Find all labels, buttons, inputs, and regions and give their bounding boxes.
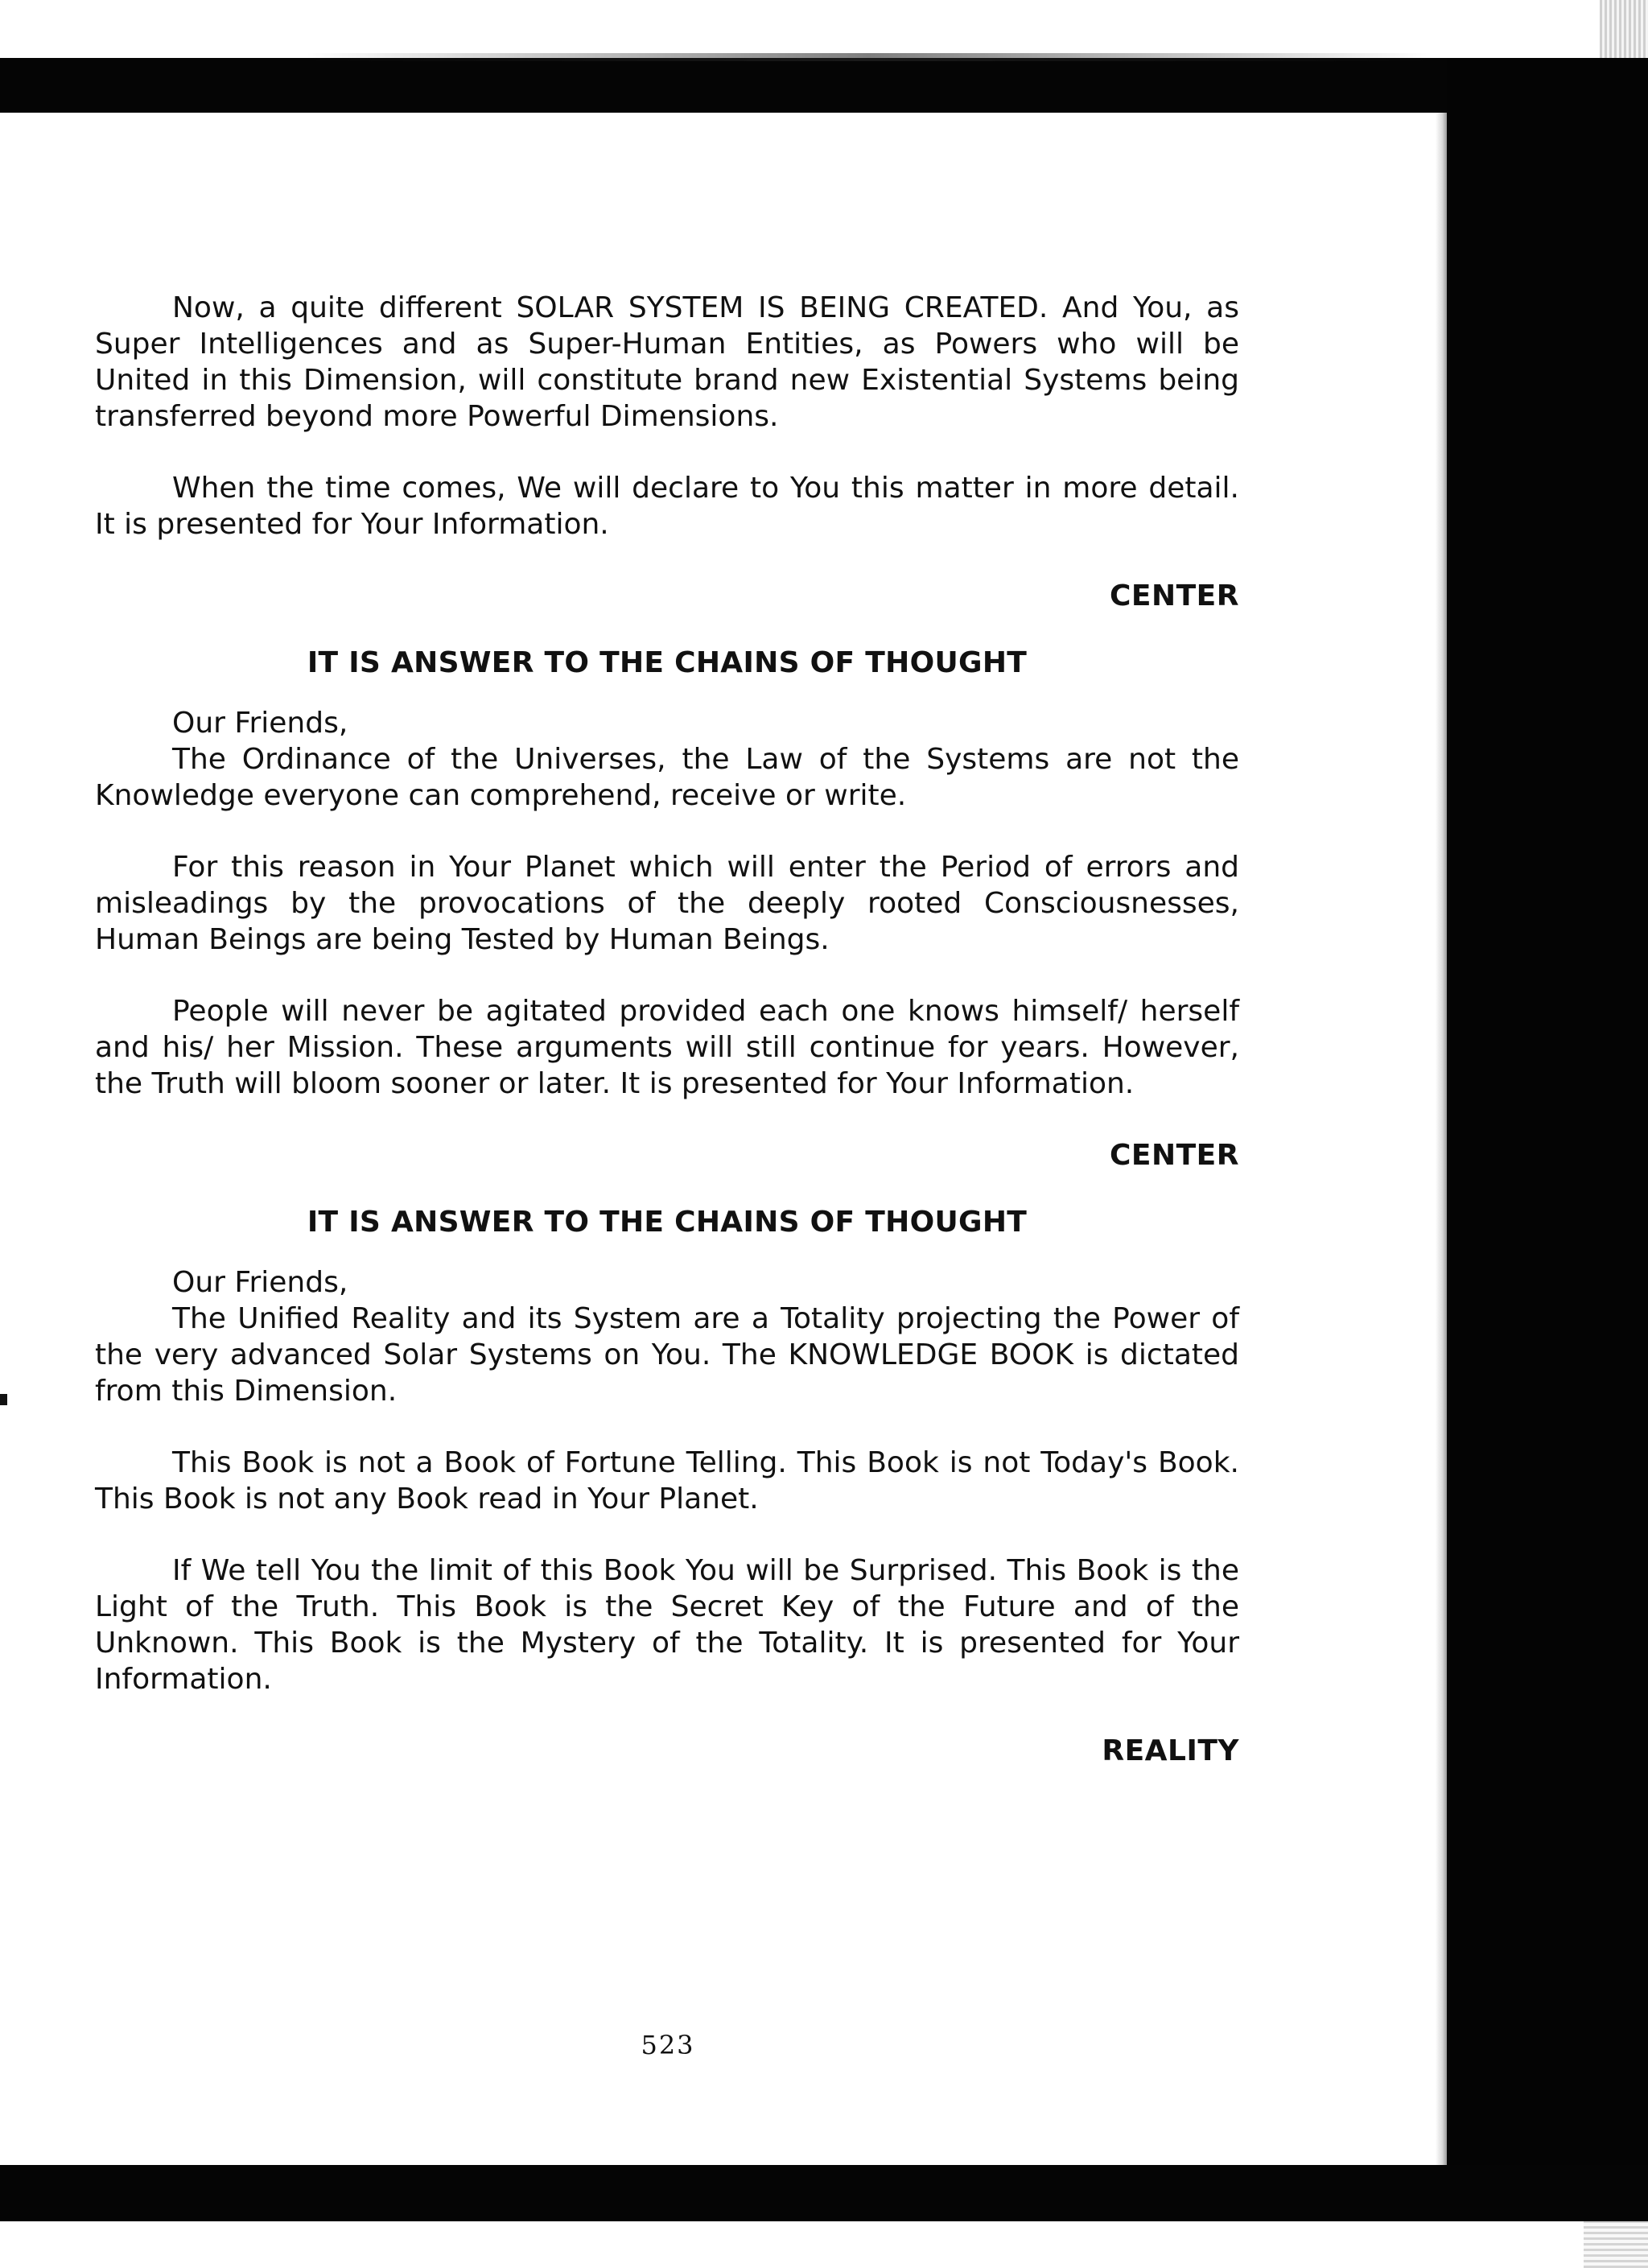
scan-corner-artifact-top xyxy=(1600,0,1648,58)
paragraph: The Ordinance of the Universes, the Law of the Systems are not the Knowledge everyone can comprehend, receive or write. xyxy=(95,743,1239,812)
salutation: Our Friends, xyxy=(172,1266,348,1299)
paragraph: If We tell You the limit of this Book You will be Surprised. This Book is the Light of the Truth. This Book is the Secret Key of the Future and of the Unknown. This Book is the Mystery of the Totality. It is presented for Your Information. xyxy=(95,1554,1239,1696)
scan-right-shadow xyxy=(1447,58,1648,2205)
signature: CENTER xyxy=(1109,579,1239,612)
paragraph: The Unified Reality and its System are a Totality projecting the Power of the very advanced Solar Systems on You. The KNOWLEDGE BOOK is dictated from this Dimension. xyxy=(95,1302,1239,1408)
signature: CENTER xyxy=(1109,1139,1239,1172)
scan-bottom-shadow xyxy=(0,2165,1648,2221)
salutation: Our Friends, xyxy=(172,707,348,740)
section-heading: IT IS ANSWER TO THE CHAINS OF THOUGHT xyxy=(307,1206,1028,1239)
signature: REALITY xyxy=(1102,1734,1239,1767)
page-body xyxy=(95,290,1239,1800)
scan-top-shadow xyxy=(0,58,1648,113)
paragraph: Now, a quite different SOLAR SYSTEM IS BEING CREATED. And You, as Super Intelligences and as Super-Human Entities, as Powers who will be United in this Dimension, will constitute brand new Existential Systems being transferred beyond more Powerful Dimensions. xyxy=(95,291,1239,433)
scan-margin-mark xyxy=(0,1394,7,1405)
page-edge xyxy=(1436,113,1447,2181)
paragraph: People will never be agitated provided each one knows himself/ herself and his/ her Mission. These arguments will still continue for years. However, the Truth will bloom sooner or later. It is presented for Your Information. xyxy=(95,995,1239,1100)
scan-top-shadow-fade xyxy=(306,53,1432,61)
scan-bottom-margin xyxy=(0,2221,1648,2268)
paragraph: When the time comes, We will declare to You this matter in more detail. It is presented for Your Information. xyxy=(95,472,1239,541)
paragraph: This Book is not a Book of Fortune Telling. This Book is not Today's Book. This Book is not any Book read in Your Planet. xyxy=(95,1446,1239,1515)
section-heading: IT IS ANSWER TO THE CHAINS OF THOUGHT xyxy=(307,646,1028,679)
paragraph: For this reason in Your Planet which will enter the Period of errors and misleadings by the provocations of the deeply rooted Consciousnesses, Human Beings are being Tested by Human Beings. xyxy=(95,851,1239,956)
scan-corner-artifact-bottom xyxy=(1584,2221,1648,2268)
page-number: 523 xyxy=(641,2030,695,2060)
